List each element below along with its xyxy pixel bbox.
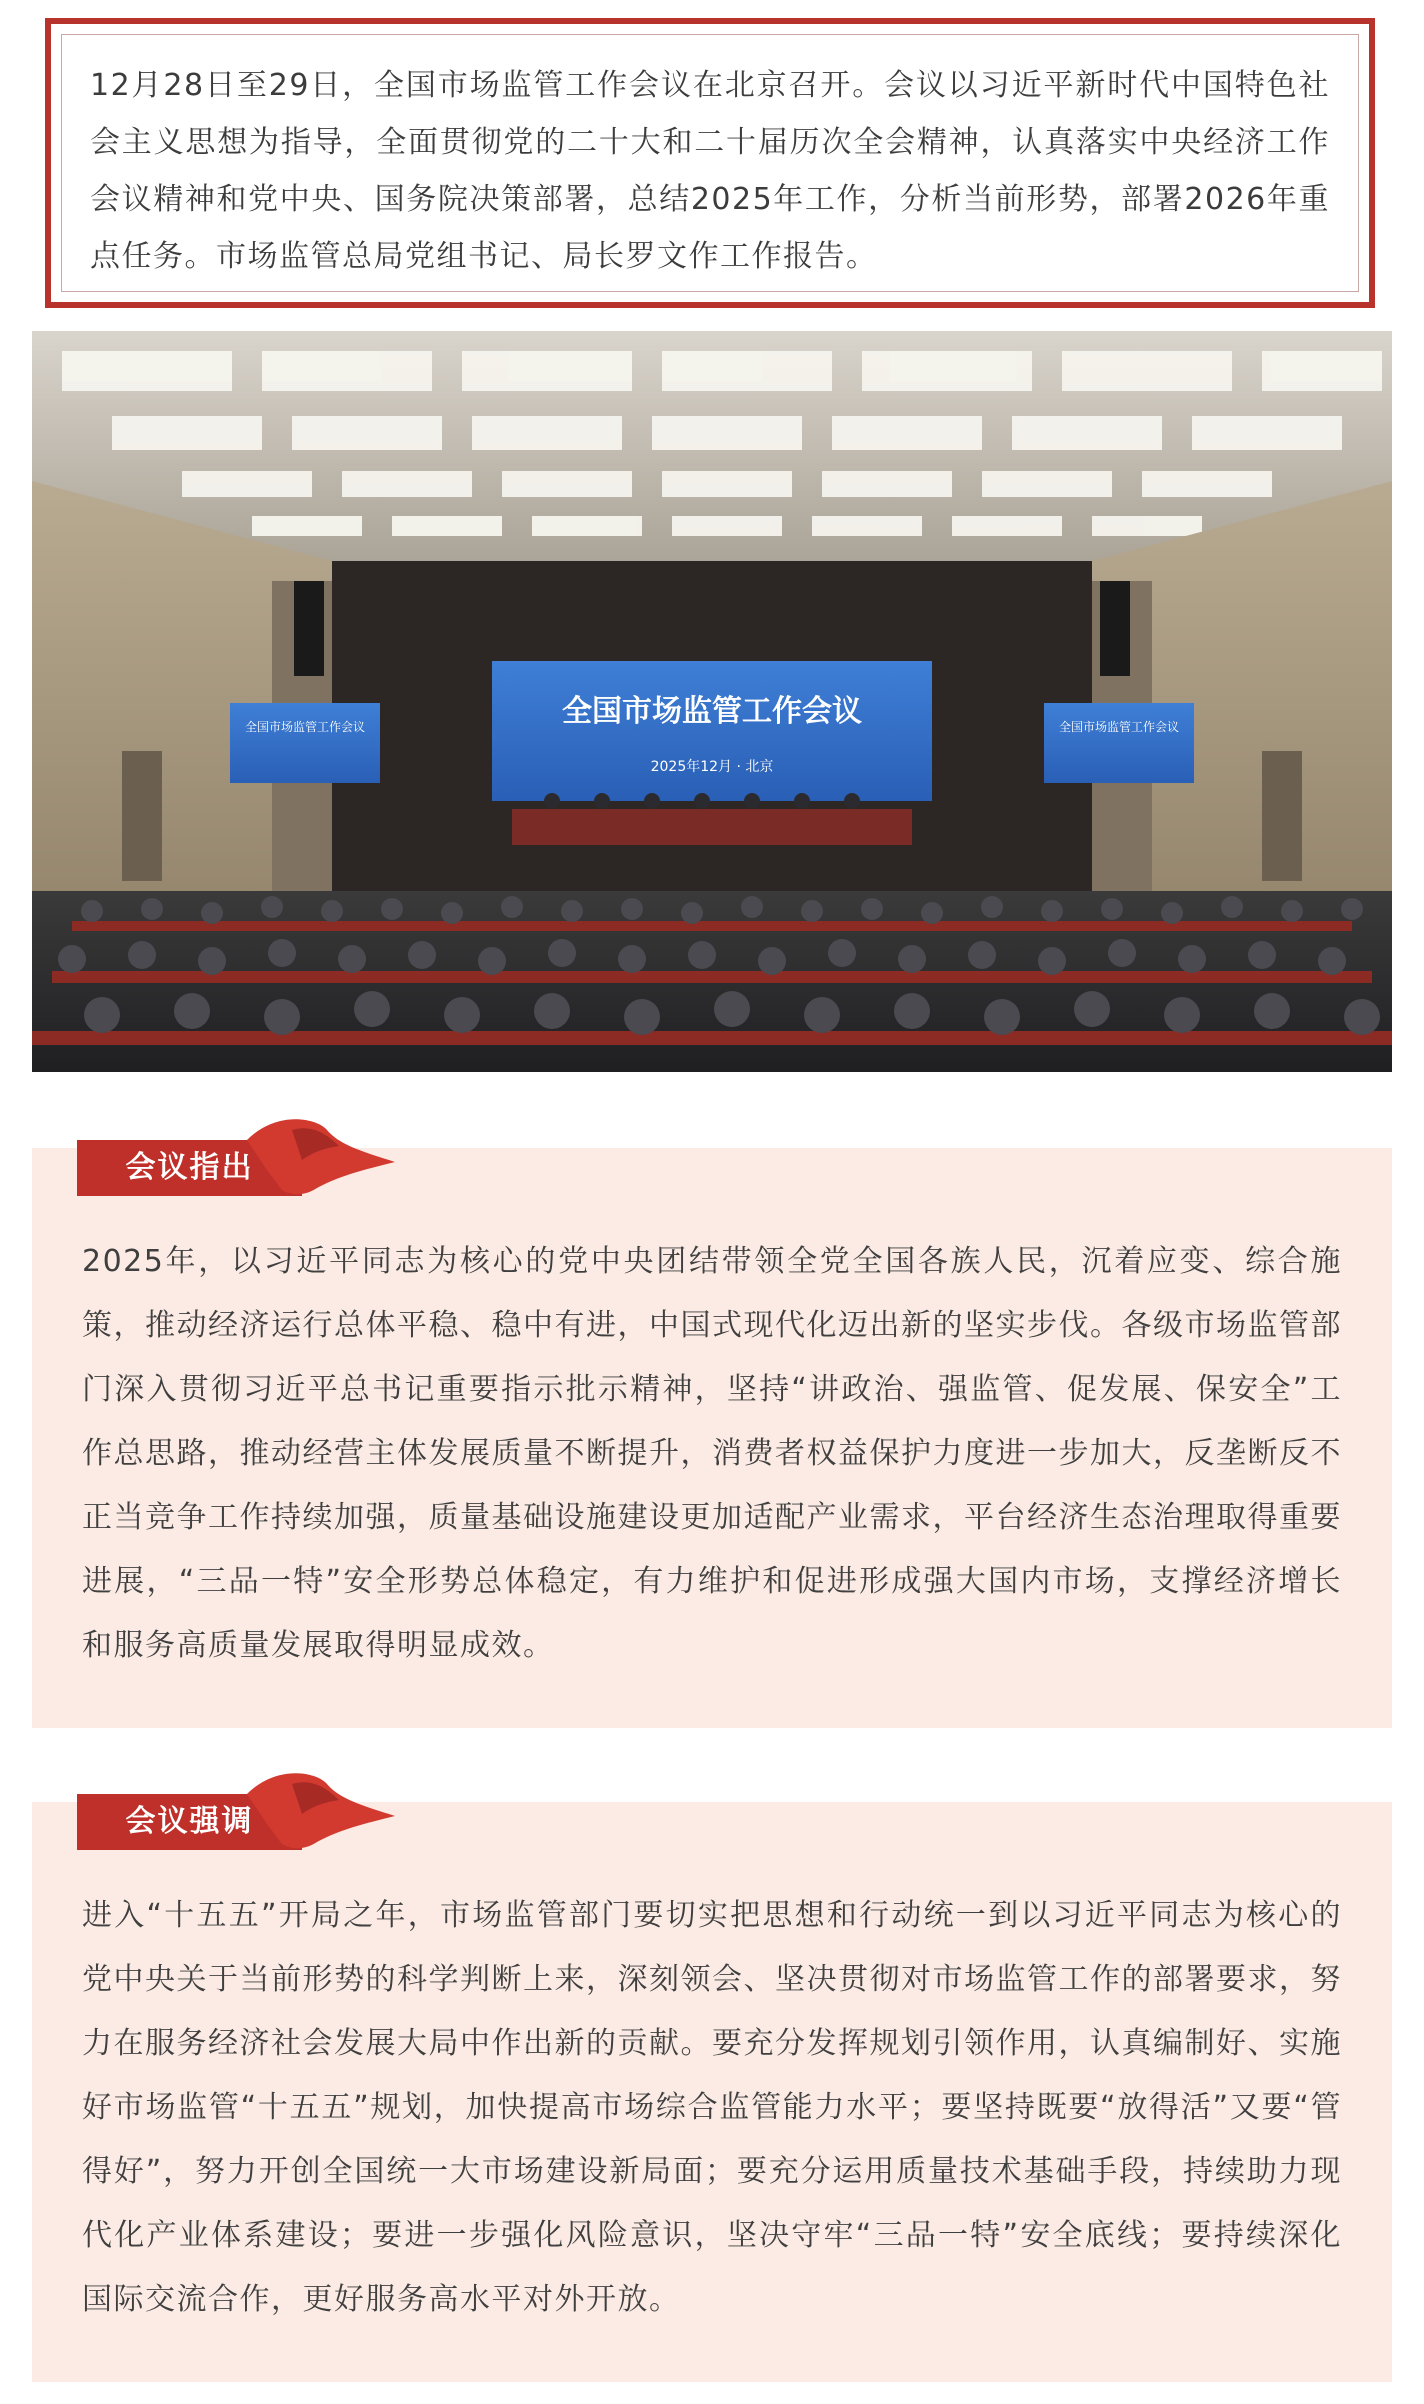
section-meeting-emphasized (32, 1802, 1392, 2382)
right-side-screen (1044, 703, 1194, 783)
section-body-text: 2025年，以习近平同志为核心的党中央团结带领全党全国各族人民，沉着应变、综合施策，推动经济运行总体平稳、稳中有进，中国式现代化迈出新的坚实步伐。各级市场监管部门深入贯彻习近平总书记重要指示批示精神，坚持“讲政治、强监管、促发展、保安全”工作总思路，推动经营主体发展质量不断提升，消费者权益保护力度进一步加大，反垄断反不正当竞争工作持续加强，质量基础设施建设更加适配产业需求，平台经济生态治理取得重要进展，“三品一特”安全形势总体稳定，有力维护和促进形成强大国内市场，支撑经济增长和服务高质量发展取得明显成效。 (82, 1244, 1342, 1663)
section-body-text: 进入“十五五”开局之年，市场监管部门要切实把思想和行动统一到以习近平同志为核心的党中央关于当前形势的科学判断上来，深刻领会、坚决贯彻对市场监管工作的部署要求，努力在服务经济社会发展大局中作出新的贡献。要充分发挥规划引领作用，认真编制好、实施好市场监管“十五五”规划，加快提高市场综合监管能力水平；要坚持既要“放得活”又要“管得好”，努力开创全国统一大市场建设新局面；要充分运用质量技术基础手段，持续助力现代化产业体系建设；要进一步强化风险意识，坚决守牢“三品一特”安全底线；要持续深化国际交流合作，更好服务高水平对外开放。 (82, 1898, 1342, 2317)
intro-text: 12月28日至29日，全国市场监管工作会议在北京召开。会议以习近平新时代中国特色社会主义思想为指导，全面贯彻党的二十大和二十届历次全会精神，认真落实中央经济工作会议精神和党中央、国务院决策部署，总结2025年工作，分析当前形势，部署2026年重点任务。市场监管总局党组书记、局长罗文作工作报告。 (90, 68, 1330, 274)
main-screen (492, 661, 932, 801)
intro-box (45, 18, 1375, 308)
section-title-ribbon (77, 1764, 397, 1850)
right-side-screen-title: 全国市场监管工作会议 (1058, 720, 1180, 734)
section-title-ribbon (77, 1110, 397, 1196)
left-side-screen-title: 全国市场监管工作会议 (244, 720, 366, 734)
main-screen-subtitle: 2025年12月 · 北京 (650, 759, 774, 775)
section-title: 会议强调 (125, 1804, 254, 1839)
section-meeting-pointed-out (32, 1148, 1392, 1728)
intro-inner-frame (61, 34, 1359, 292)
left-side-screen (230, 703, 380, 783)
conference-hall-illustration (32, 331, 1392, 1072)
main-screen-title: 全国市场监管工作会议 (562, 694, 862, 729)
section-title: 会议指出 (125, 1150, 254, 1185)
conference-photo (32, 331, 1392, 1072)
